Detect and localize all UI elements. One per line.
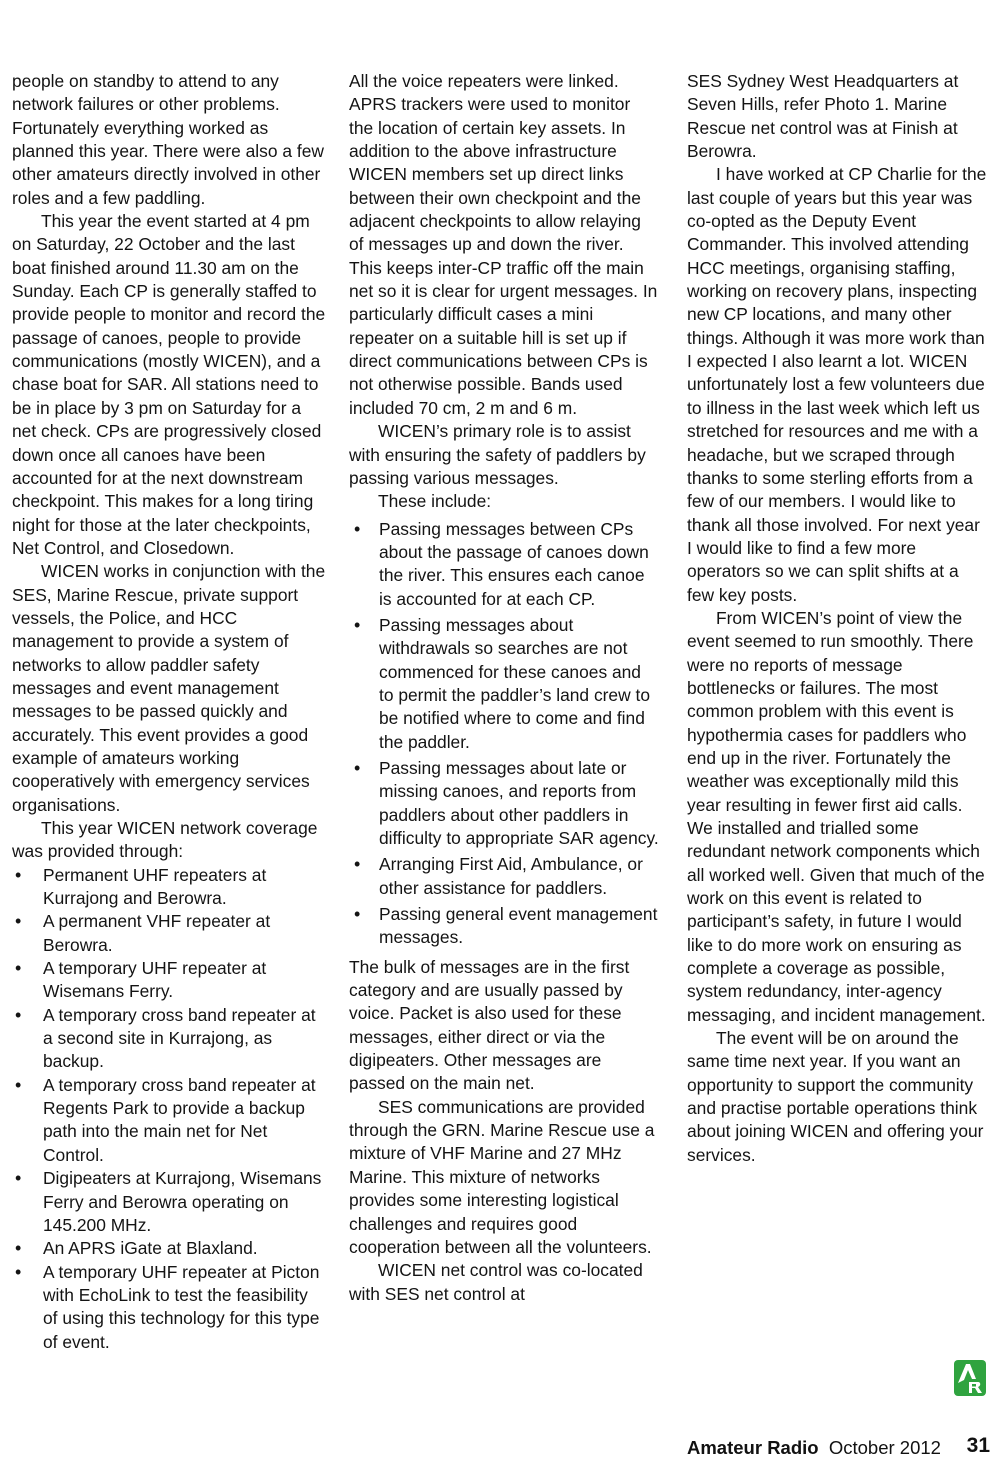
paragraph: This year the event started at 4 pm on Saturday, 22 October and the last boat finished around 11.30 am on the Sunday. Each CP is generally staffed to provide people to monitor and record the passage of canoes, people to provide communications (mostly WICEN), and a chase boat for SAR. All stations need to be in place by 3 pm on Saturday for a net check. CPs are progressively closed down once all canoes have been accounted for at the next downstream checkpoint. This makes for a long tiring night for those at the later checkpoints, Net Control, and Closedown.	[12, 211, 326, 558]
paragraph: From WICEN’s point of view the event seemed to run smoothly. There were no reports of message bottlenecks or failures. The most common problem with this event is hypothermia cases for paddlers who end up in the river. Fortunately the weather was exceptionally mild this year resulting in fewer first aid calls. We installed and trialled some redundant network components which all worked well. Given that much of the work on this event is related to participant’s safety, in future I would like to do more work on ensuring as complete a coverage as possible, system redundancy, inter-agency messaging, and incident management.	[687, 607, 986, 1025]
page-number: 31	[966, 1434, 990, 1457]
list-item: • An APRS iGate at Blaxland.	[12, 1237, 326, 1260]
list-item: • A temporary UHF repeater at Picton with EchoLink to test the feasibility of using this technology for this type of event.	[12, 1261, 326, 1354]
list-item: • Passing messages about late or missing canoes, and reports from paddlers about other paddlers in difficulty to appropriate SAR agency.	[349, 757, 659, 850]
coverage-list	[12, 864, 326, 1354]
paragraph: WICEN’s primary role is to assist with ensuring the safety of paddlers by passing various messages.	[349, 421, 646, 488]
list-item: • A temporary cross band repeater at Regents Park to provide a backup path into the main net for Net Control.	[12, 1074, 326, 1167]
list-item: • A temporary UHF repeater at Wisemans Ferry.	[12, 957, 326, 1004]
paragraph: This year WICEN network coverage was provided through:	[12, 818, 318, 862]
list-item: • Arranging First Aid, Ambulance, or other assistance for paddlers.	[349, 853, 659, 900]
article-column-1	[12, 70, 326, 1354]
amateur-radio-logo-icon	[954, 1360, 986, 1396]
list-item: • A permanent VHF repeater at Berowra.	[12, 910, 326, 957]
message-types-list	[349, 518, 659, 950]
paragraph: WICEN net control was co-located with SES net control at	[349, 1260, 643, 1304]
paragraph: I have worked at CP Charlie for the last couple of years but this year was co-opted as the Deputy Event Commander. This involved attending HCC meetings, organising staffing, working on recovery plans, inspecting new CP locations, and many other things. Although it was more work than I expected I also learnt a lot. WICEN unfortunately lost a few volunteers due to illness in the last week which left us stretched for resources and me with a headache, but we scraped through thanks to some sterling efforts from a few of our members. I would like to thank all those involved. For next year I would like to find a few more operators so we can split shifts at a few key posts.	[687, 164, 987, 605]
list-item: • Digipeaters at Kurrajong, Wisemans Ferry and Berowra operating on 145.200 MHz.	[12, 1167, 326, 1237]
list-item: • Passing general event management messages.	[349, 903, 659, 950]
paragraph: All the voice repeaters were linked. APRS trackers were used to monitor the location of certain key assets. In addition to the above infrastructure WICEN members set up direct links between their own checkpoint and the adjacent checkpoints to allow relaying of messages up and down the river. This keeps inter-CP traffic off the main net so it is clear for urgent messages. In particularly difficult cases a mini repeater on a suitable hill is set up if direct communications between CPs is not otherwise possible. Bands used included 70 cm, 2 m and 6 m.	[349, 71, 658, 418]
issue-date: October 2012	[828, 1437, 941, 1458]
paragraph: SES Sydney West Headquarters at Seven Hills, refer Photo 1. Marine Rescue net control was at Finish at Berowra.	[687, 71, 959, 162]
paragraph: people on standby to attend to any network failures or other problems. Fortunately everything worked as planned this year. There were also a few other amateurs directly involved in other roles and a few paddling.	[12, 71, 324, 208]
article-column-2	[349, 70, 659, 1306]
page-footer	[687, 1434, 990, 1459]
article-column-3	[687, 70, 989, 1167]
list-item: • A temporary cross band repeater at a second site in Kurrajong, as backup.	[12, 1004, 326, 1074]
publication-name: Amateur Radio	[687, 1437, 819, 1458]
paragraph: These include:	[378, 491, 492, 512]
paragraph: WICEN works in conjunction with the SES, Marine Rescue, private support vessels, the Police, and HCC management to provide a system of networks to allow paddler safety messages and event management messages to be passed quickly and accurately. This event provides a good example of amateurs working cooperatively with emergency services organisations.	[12, 561, 326, 815]
list-item: • Permanent UHF repeaters at Kurrajong and Berowra.	[12, 864, 326, 911]
paragraph: The bulk of messages are in the first category and are usually passed by voice. Packet is also used for these messages, either direct or via the digipeaters. Other messages are passed on the main net.	[349, 956, 630, 1094]
list-item: • Passing messages about withdrawals so searches are not commenced for these canoes and to permit the paddler’s land crew to be notified where to come and find the paddler.	[349, 614, 659, 754]
paragraph: The event will be on around the same time next year. If you want an opportunity to support the community and practise portable operations think about joining WICEN and offering your services.	[687, 1028, 984, 1165]
paragraph: SES communications are provided through the GRN. Marine Rescue use a mixture of VHF Marine and 27 MHz Marine. This mixture of networks provides some interesting logistical challenges and requires good cooperation between all the volunteers.	[349, 1096, 655, 1257]
list-item: • Passing messages between CPs about the passage of canoes down the river. This ensures each canoe is accounted for at each CP.	[349, 518, 659, 611]
